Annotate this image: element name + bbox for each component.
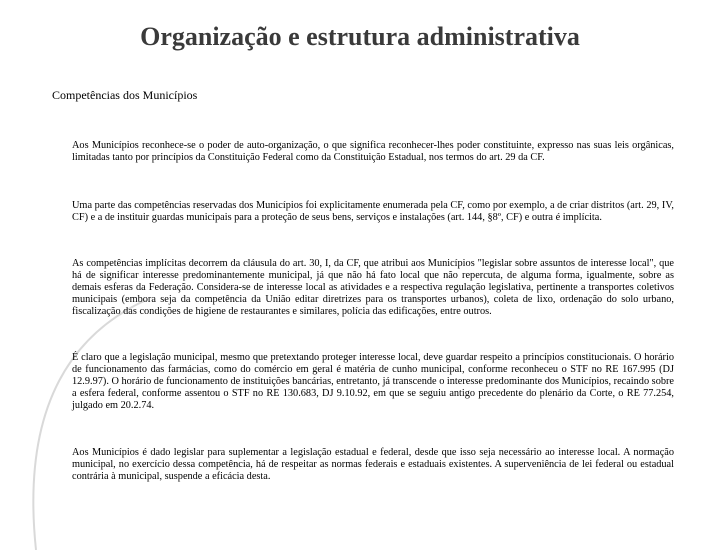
section-subtitle: Competências dos Municípios: [52, 88, 198, 102]
paragraph-competencias-enumeradas: Uma parte das competências reservadas dos Municípios foi explicitamente enumerada pela CF, como por exemplo, a de criar distritos (art. 29, IV, CF) e a de instituir guardas municipais para a proteção de seus bens, serviços e instalações (art. 144, §8º, CF) e outra é implícita.: [72, 200, 674, 223]
paragraph-competencias-implicitas: As competências implícitas decorrem da cláusula do art. 30, I, da CF, que atribui aos Municípios "legislar sobre assuntos de interesse local", que há de significar interesse predominantemente municipal, já que não há fato local que não repercuta, de alguma forma, igualmente, sobre as demais esferas da Federação. Considera-se de interesse local as atividades e a respectiva regulação legislativa, pertinente a transportes coletivos municipais (embora seja da competência da União editar diretrizes para os transportes urbanos), coleta de lixo, ordenação do solo urbano, fiscalização das condições de higiene de restaurantes e similares, polícia das edificações, entre outros.: [72, 258, 674, 317]
paragraph-principios-constitucionais: É claro que a legislação municipal, mesmo que pretextando proteger interesse local, deve guardar respeito a princípios constitucionais. O horário de funcionamento das farmácias, como do comércio em geral é matéria de cunho municipal, conforme reconheceu o STF no RE 167.995 (DJ 12.9.97). O horário de funcionamento de instituições bancárias, entretanto, já transcende o interesse predominante dos Municípios, recaindo sobre a esfera federal, conforme assentou o STF no RE 130.683, DJ 9.10.92, em que se seguiu antigo precedente do plenário da Corte, o RE 77.254, julgado em 20.2.74.: [72, 352, 674, 411]
paragraph-legislacao-suplementar: Aos Municípios é dado legislar para suplementar a legislação estadual e federal, desde que isso seja necessário ao interesse local. A normação municipal, no exercício dessa competência, há de respeitar as normas federais e estaduais existentes. A superveniência de lei federal ou estadual contrária à municipal, suspende a eficácia desta.: [72, 447, 674, 482]
decorative-arc: [6, 300, 156, 550]
paragraph-auto-organizacao: Aos Municípios reconhece-se o poder de auto-organização, o que significa reconhecer-lhes poder constituinte, expresso nas suas leis orgânicas, limitadas tanto por princípios da Constituição Federal como da Constituição Estadual, nos termos do art. 29 da CF.: [72, 140, 674, 163]
page-title: Organização e estrutura administrativa: [140, 22, 580, 51]
